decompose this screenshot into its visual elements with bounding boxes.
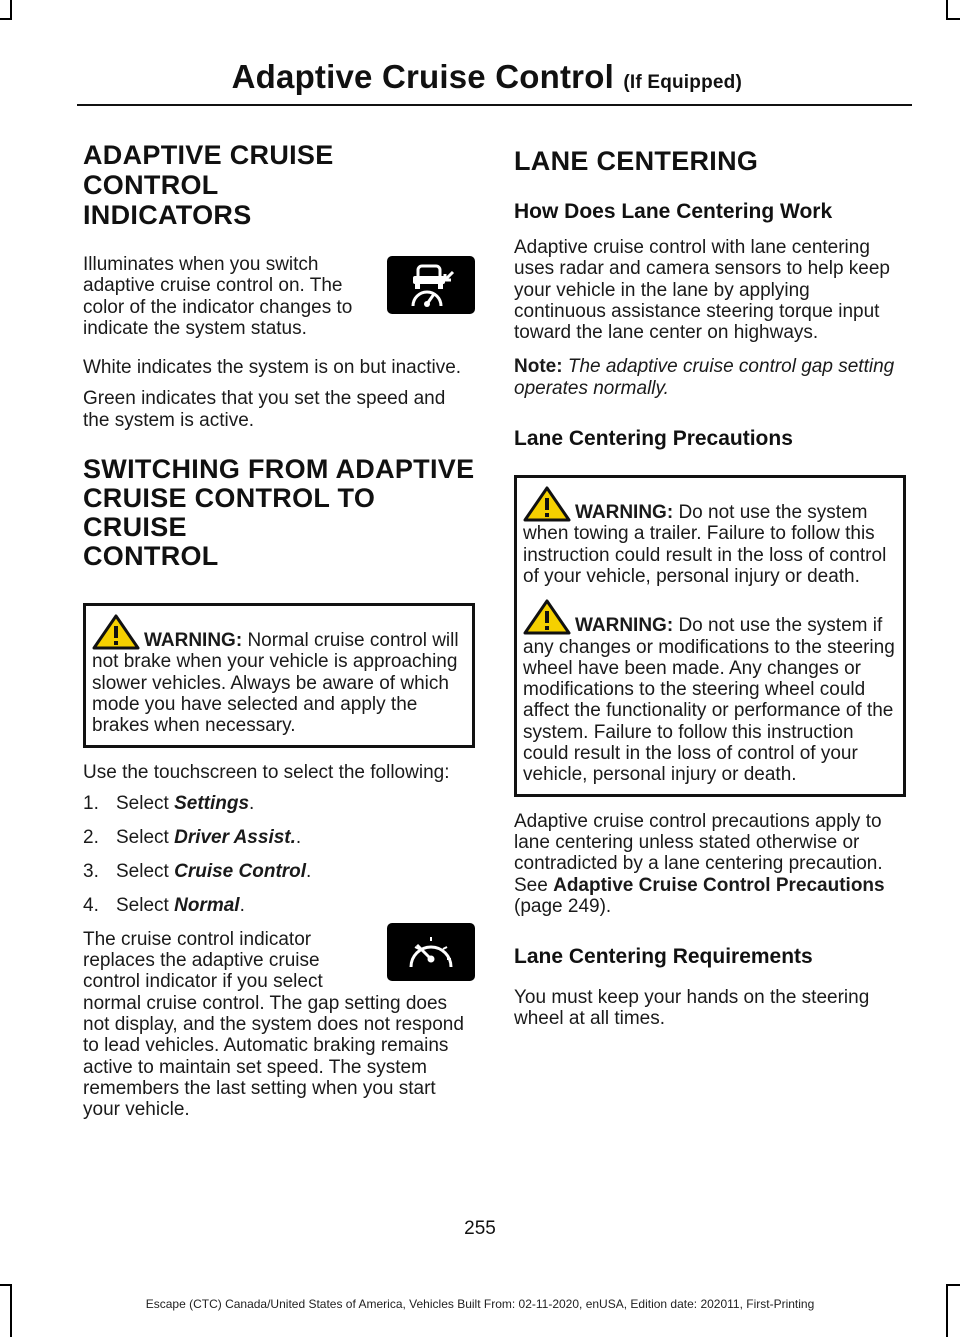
step-number: 4. [83, 894, 99, 916]
touchscreen-intro: Use the touchscreen to select the following: [83, 761, 450, 783]
step-number: 3. [83, 860, 99, 882]
cruise-indicator-description: The cruise control indicator replaces the adaptive cruise control indicator if you select normal cruise control. The gap setting does not display, and the system does not respond to lead vehicles. Automatic braking remains active to maintain set speed. The system remembers the last setting when you start your vehicle. [83, 928, 464, 1121]
right-column [514, 140, 906, 1030]
precautions-paragraph [514, 811, 906, 917]
subheading-precautions: Lane Centering Precautions [514, 427, 793, 451]
step-menu-name: Settings [174, 792, 250, 814]
step-prefix: Select [116, 860, 175, 882]
list-item [83, 895, 475, 916]
crop-mark [946, 18, 960, 20]
how-it-works-text: Adaptive cruise control with lane centering uses radar and camera sensors to help keep your vehicle in the lane by applying continuous assistance steering torque input toward the lane center on highways. [514, 237, 890, 344]
green-status-text: Green indicates that you set the speed and the system is active. [83, 388, 446, 431]
warning-text: Do not use the system when towing a trailer. Failure to follow this instruction could result in the loss of control of your vehicle, personal injury or death. [523, 502, 887, 587]
precautions-page-ref: (page 249). [514, 895, 612, 917]
step-menu-name: Driver Assist. [174, 826, 296, 848]
header-divider [77, 104, 912, 106]
step-menu-name: Cruise Control [174, 860, 307, 882]
heading-line: CONTROL [83, 541, 219, 572]
cruise-indicator-block [83, 929, 475, 1121]
header-title-text: Adaptive Cruise Control [231, 58, 614, 95]
list-item [83, 793, 475, 814]
warning-triangle-icon [523, 486, 571, 522]
warning-triangle-icon [523, 599, 571, 635]
page-header-title [232, 58, 742, 96]
requirements-text: You must keep your hands on the steering wheel at all times. [514, 987, 870, 1030]
list-item [83, 827, 475, 848]
warning-label: WARNING: [575, 615, 674, 637]
step-suffix: . [306, 860, 312, 882]
step-prefix: Select [116, 894, 175, 916]
indicator-description: Illuminates when you switch adaptive cruise control on. The color of the indicator changes to indicate the system status. [83, 254, 353, 339]
step-menu-name: Normal [174, 894, 240, 916]
warning-paragraph [92, 614, 466, 736]
warning-text: Normal cruise control will not brake when your vehicle is approaching slower vehicles. Always be aware of which mode you have selected and apply the brakes when necessary. [92, 630, 459, 737]
precautions-cross-reference[interactable]: Adaptive Cruise Control Precautions [553, 874, 885, 896]
warning-label: WARNING: [575, 502, 674, 524]
warning-triangle-icon [92, 614, 140, 650]
step-number: 2. [83, 826, 99, 848]
crop-mark [0, 1284, 12, 1286]
section-heading-switching [83, 455, 475, 571]
precautions-text: Adaptive cruise control precautions apply to lane centering unless stated otherwise or contradicted by a lane centering precaution. See [514, 810, 883, 896]
page-number: 255 [464, 1218, 496, 1239]
crop-mark [10, 0, 12, 20]
steps-list [83, 793, 475, 916]
warning-paragraph [523, 599, 897, 785]
white-status-text: White indicates the system is on but inactive. [83, 357, 462, 379]
heading-line: ADAPTIVE CRUISE CONTROL [83, 140, 334, 200]
list-item [83, 861, 475, 882]
crop-mark [0, 18, 12, 20]
subheading-requirements: Lane Centering Requirements [514, 945, 813, 969]
cruise-control-indicator-icon [387, 923, 475, 981]
warning-label: WARNING: [144, 630, 243, 652]
crop-mark [946, 1284, 960, 1286]
note-paragraph [514, 356, 906, 399]
warning-box [514, 475, 906, 797]
warning-paragraph [523, 486, 897, 587]
adaptive-cruise-indicator-icon [387, 256, 475, 314]
note-label: Note: [514, 356, 563, 378]
step-suffix: . [239, 894, 245, 916]
step-prefix: Select [116, 792, 175, 814]
crop-mark [946, 0, 948, 20]
page-footer: Escape (CTC) Canada/United States of America, Vehicles Built From: 02-11-2020, enUSA, Edition date: 202011, First-Printing [145, 1297, 815, 1311]
step-number: 1. [83, 792, 99, 814]
heading-line: INDICATORS [83, 200, 252, 230]
heading-line: SWITCHING FROM ADAPTIVE [83, 454, 475, 485]
left-column [83, 140, 475, 1121]
indicator-block [83, 250, 475, 339]
warning-box [83, 603, 475, 747]
note-text: The adaptive cruise control gap setting operates normally. [514, 356, 895, 399]
step-suffix: . [295, 826, 302, 848]
header-subtitle: (If Equipped) [623, 72, 742, 93]
step-suffix: . [249, 792, 255, 814]
warning-text: Do not use the system if any changes or modifications to the steering wheel have been made. Any changes or modifications to the steering wheel could affect the functionality or performance of the system. Failure to follow this instruction could result in the loss of control of your vehicle, personal injury or death. [523, 615, 895, 786]
section-heading-acc-indicators [83, 140, 475, 230]
section-heading-lane-centering: LANE CENTERING [514, 146, 759, 176]
heading-line: CRUISE CONTROL TO CRUISE [83, 483, 376, 543]
subheading-how-it-works: How Does Lane Centering Work [514, 200, 833, 223]
step-prefix: Select [116, 826, 175, 848]
